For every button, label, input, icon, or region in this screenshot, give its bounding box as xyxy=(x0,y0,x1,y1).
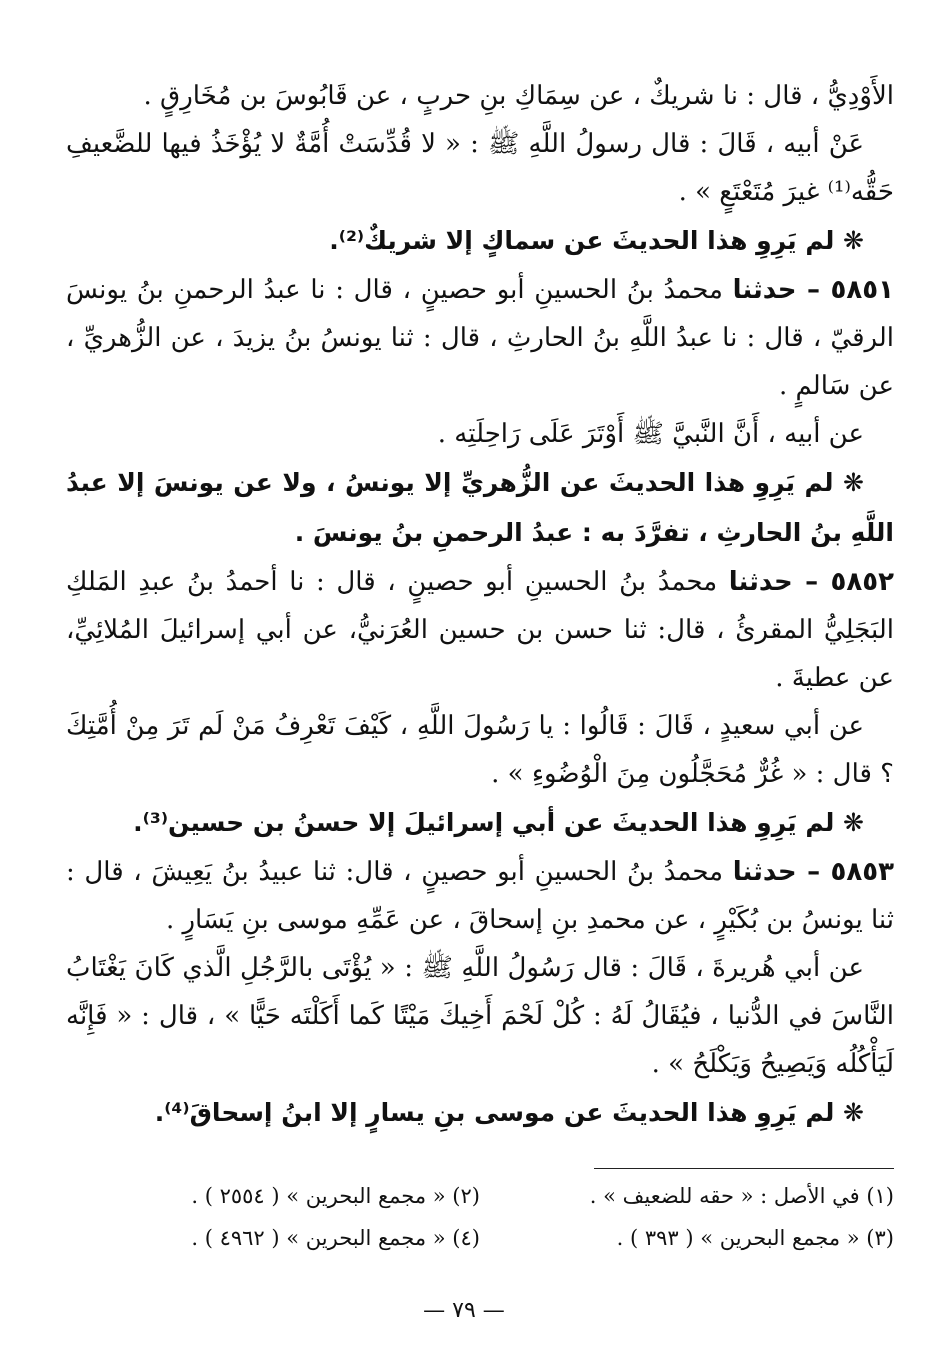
page-number: — ٧٩ — xyxy=(423,1298,505,1323)
note-4: ❋ لم يَرِوِ هذا الحديثَ عن موسى بنِ يسارٍ إلا ابنُ إسحاقَ⁽⁴⁾. xyxy=(154,1098,864,1127)
hadith-5851 xyxy=(66,266,894,410)
footnote-list xyxy=(66,1175,894,1259)
paragraph-5: عن أبيه ، أَنَّ النَّبيَّ ﷺ أَوْتَرَ عَلَى رَاحِلَتِه . xyxy=(437,419,864,449)
note-2: ❋ لم يَرِوِ هذا الحديثَ عن الزُّهريِّ إلا يونسُ ، ولا عن يونسَ إلا عبدُ اللَّهِ بنُ الحارثِ ، تفرَّدَ به : عبدُ الرحمنِ بنُ يونسَ . xyxy=(66,468,894,547)
hadith-5853 xyxy=(66,848,894,944)
footnote-4: (٤) « مجمع البحرين » ( ٤٩٦٢ ) . xyxy=(191,1226,480,1250)
footnotes xyxy=(66,1168,894,1259)
hadith-number: ٥٨٥٣ – حدثنا xyxy=(732,857,895,887)
footnote-3: (٣) « مجمع البحرين » ( ٣٩٣ ) . xyxy=(616,1226,894,1250)
paragraph-8: عن أبي سعيدٍ ، قَالَ : قَالُوا : يا رَسُولَ اللَّهِ ، كَيْفَ تَعْرِفُ مَنْ لَم تَرَ مِنْ أُمَّتِكَ ؟ قال : « غُرٌّ مُحَجَّلُون مِنَ الْوُضُوءِ » . xyxy=(66,711,894,789)
footnote-2: (٢) « مجمع البحرين » ( ٢٥٥٤ ) . xyxy=(191,1184,480,1208)
page-body xyxy=(66,72,894,1138)
paragraph-11: عن أبي هُريرةَ ، قَالَ : قال رَسُولُ اللَّهِ ﷺ : « يُؤْتَى بالرَّجُلِ الَّذي كَانَ يَغْتَابُ النَّاسَ في الدُّنيا ، فيُقَالُ لَهُ : كُلْ لَحْمَ أَخِيكَ مَيْتًا كَما أَكَلْتَه حَيًّا » ، قال : « فَإِنَّه لَيَأْكُلُه وَيَصِيحُ وَيَكْلَحُ » . xyxy=(66,953,894,1079)
footnote-1: (١) في الأصل : « حقه للضعيف » . xyxy=(589,1184,894,1208)
note-1: ❋ لم يَرِوِ هذا الحديثَ عن سماكٍ إلا شريكٌ⁽²⁾. xyxy=(329,226,864,255)
paragraph-1: الأَوْدِيُّ ، قال : نا شريكٌ ، عن سِمَاكِ بنِ حربٍ ، عن قَابُوسَ بن مُخَارِقٍ . xyxy=(143,81,894,111)
footnote-divider xyxy=(594,1168,894,1169)
hadith-text: محمدُ بنُ الحسينِ أبو حصينٍ ، قال: ثنا عبيدُ بنُ يَعِيشَ ، قال : ثنا يونسُ بن بُكَيْرٍ ، عن محمدِ بنِ إسحاقَ ، عن عَمِّهِ موسى بنِ يَسَارٍ . xyxy=(66,857,894,935)
note-3: ❋ لم يَرِوِ هذا الحديثَ عن أبي إسرائيلَ إلا حسنُ بن حسين⁽³⁾. xyxy=(133,808,864,837)
hadith-number: ٥٨٥٢ – حدثنا xyxy=(728,567,894,597)
hadith-5852 xyxy=(66,558,894,702)
paragraph-2: عَنْ أبيه ، قَالَ : قال رسولُ اللَّهِ ﷺ : « لا قُدِّسَتْ أُمَّةٌ لا يُؤْخَذُ فيها للضَّعيفِ حَقُّه⁽¹⁾ غيرَ مُتَعْتَعٍ » . xyxy=(66,129,894,207)
hadith-number: ٥٨٥١ – حدثنا xyxy=(732,275,895,305)
hadith-text: محمدُ بنُ الحسينِ أبو حصينٍ ، قال : نا عبدُ الرحمنِ بنُ يونسَ الرقيّ ، قال : نا عبدُ اللَّهِ بنُ الحارثِ ، قال : ثنا يونسُ بنُ يزيدَ ، عن الزُّهريِّ ، عن سَالمٍ . xyxy=(66,275,894,401)
hadith-text: محمدُ بنُ الحسينِ أبو حصينٍ ، قال : نا أحمدُ بنُ عبدِ المَلكِ البَجَلِيُّ المقرئُ ، قال: ثنا حسن بن حسين العُرَنيُّ، عن أبي إسرائيلَ المُلائِيِّ، عن عطيةَ . xyxy=(66,567,894,693)
